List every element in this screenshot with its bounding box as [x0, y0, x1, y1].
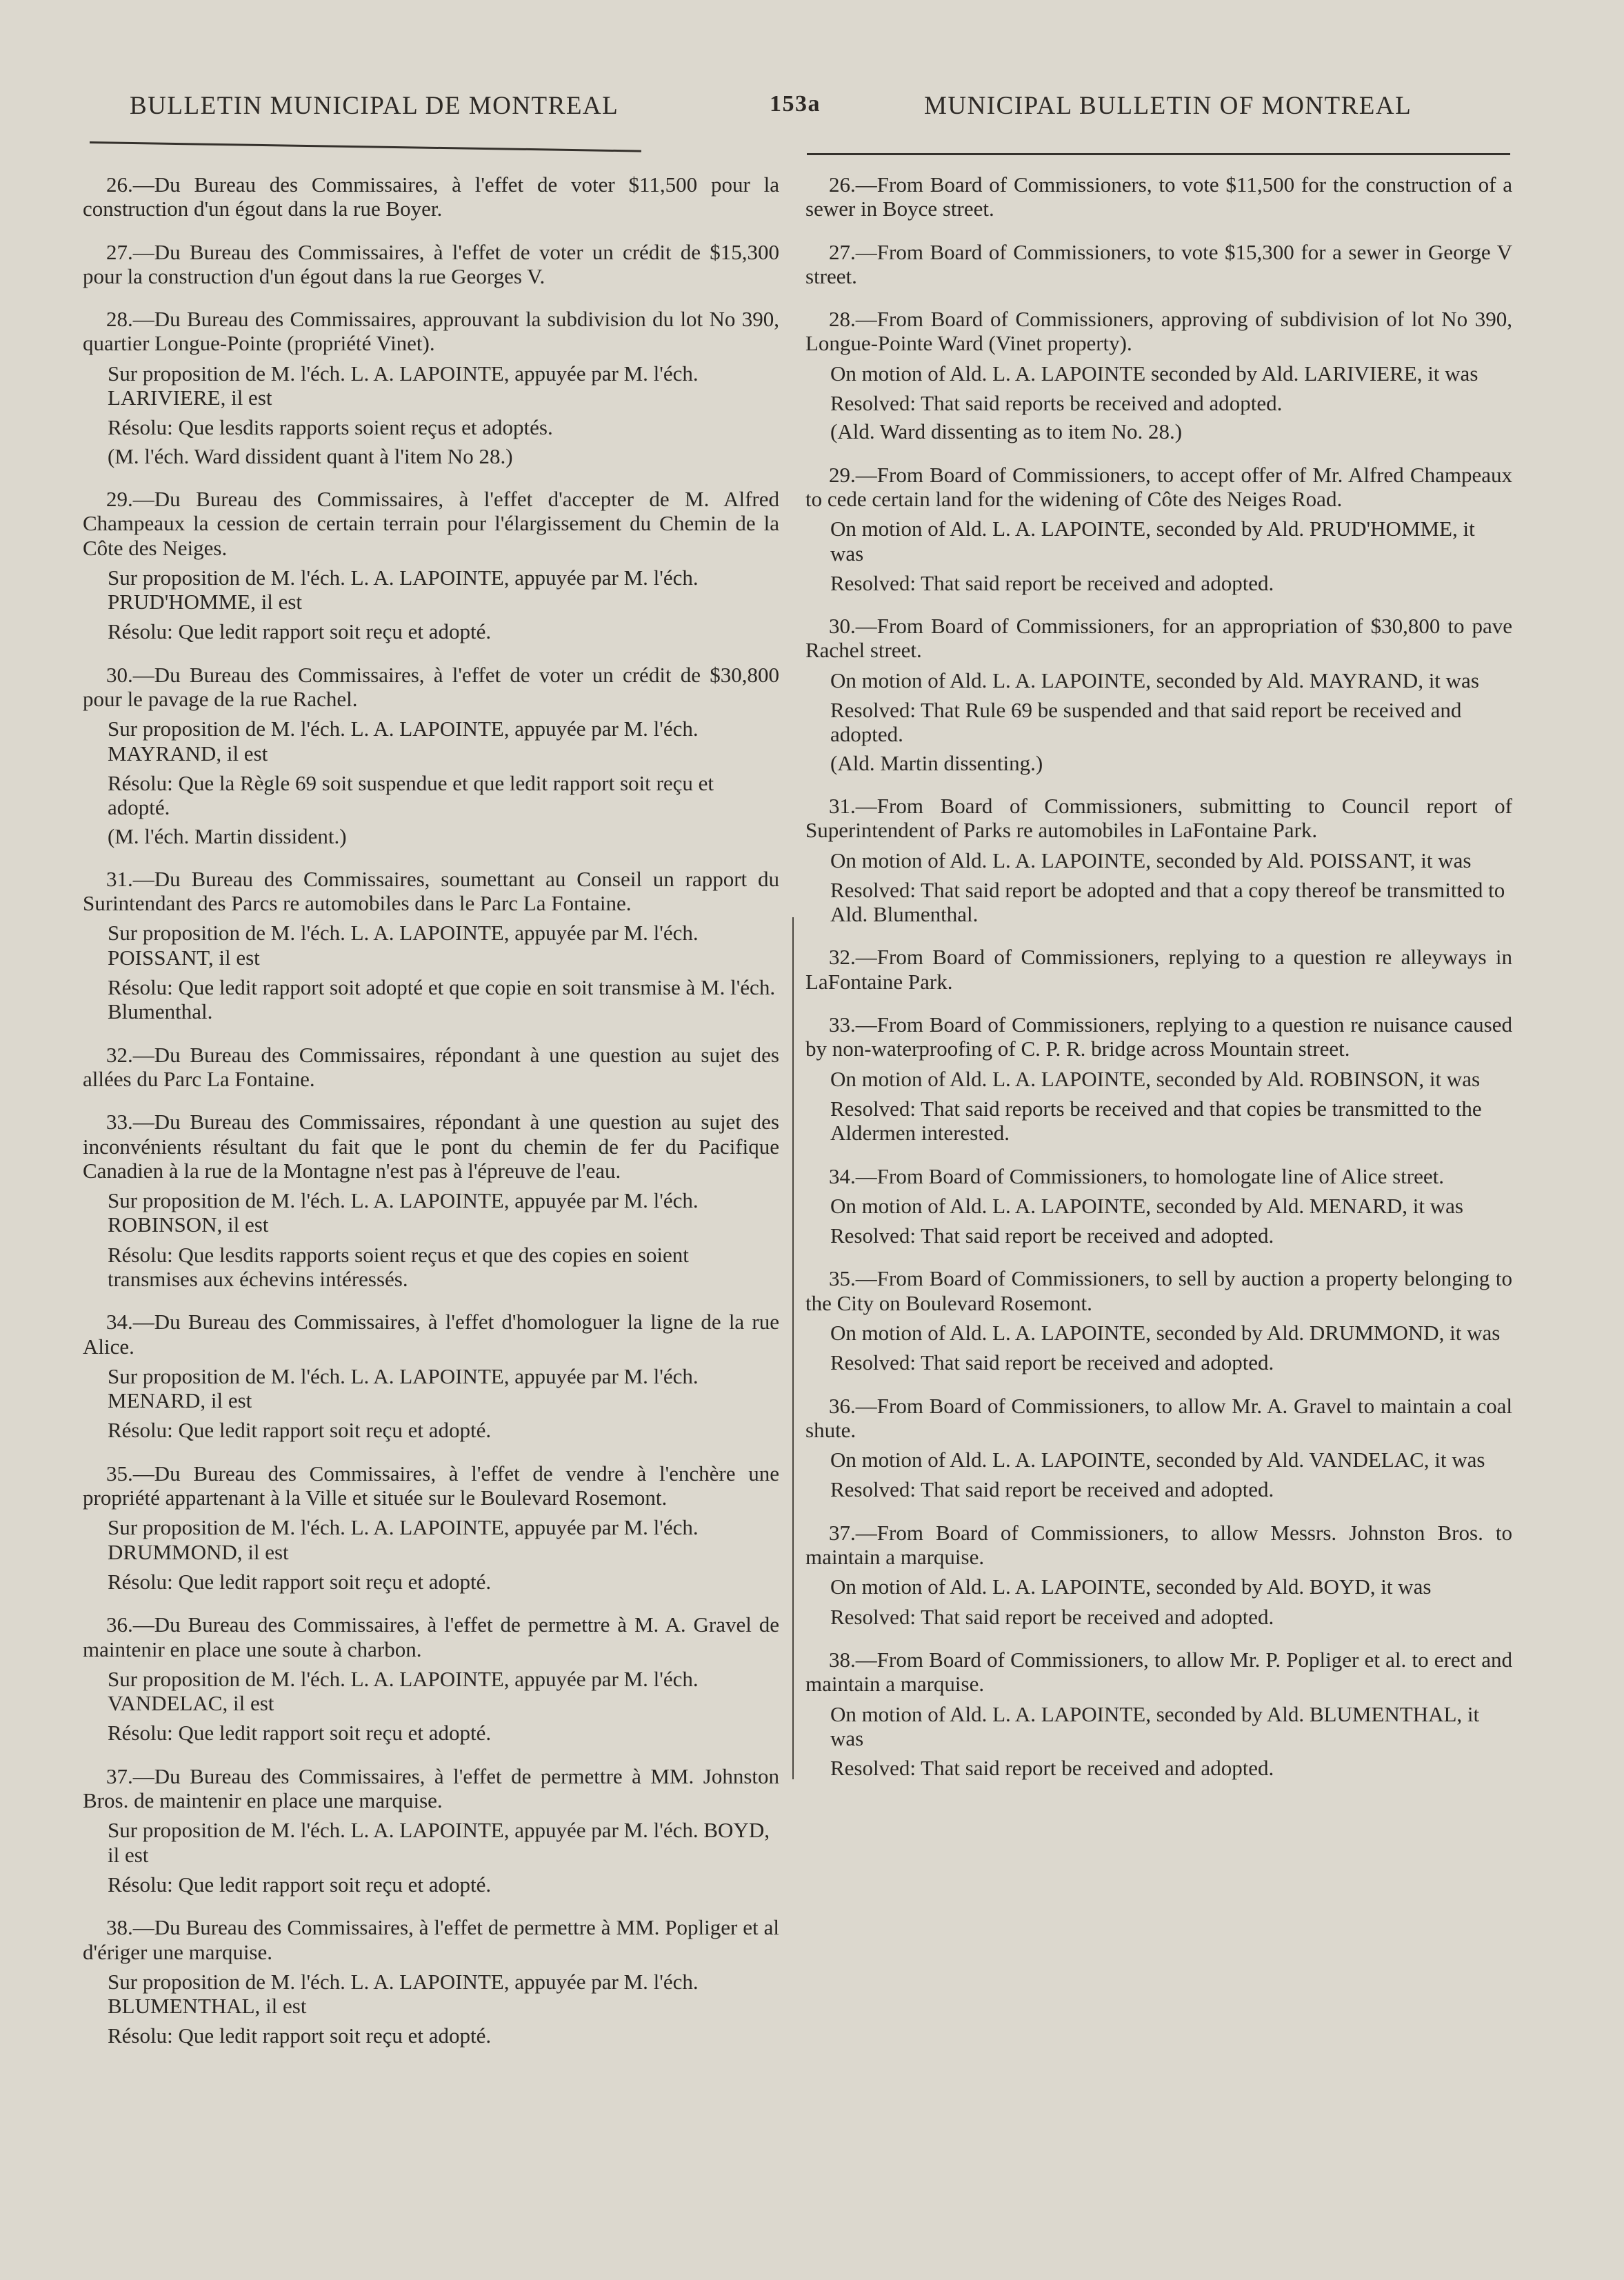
item-text: 32.—Du Bureau des Commissaires, répondant à une question au sujet des allées du Parc La Fontaine.	[83, 1042, 779, 1091]
item-text: 27.—From Board of Commissioners, to vote $15,300 for a sewer in George V street.	[805, 239, 1512, 288]
motion-text: Sur proposition de M. l'éch. L. A. LAPOINTE, appuyée par M. l'éch. MENARD, il est	[108, 1363, 699, 1413]
item-text: 36.—Du Bureau des Commissaires, à l'effet de permettre à M. A. Gravel de maintenir en place une soute à charbon.	[83, 1612, 779, 1661]
resolution-text: Résolu: Que ledit rapport soit reçu et adopté.	[108, 1418, 492, 1443]
motion-text: Sur proposition de M. l'éch. L. A. LAPOINTE, appuyée par M. l'éch. ROBINSON, il est	[108, 1188, 699, 1237]
resolution-text: Resolved: That said report be received and adopted.	[830, 1604, 1274, 1629]
motion-text: On motion of Ald. L. A. LAPOINTE, seconded by Ald. BOYD, it was	[830, 1574, 1432, 1599]
item-text: 34.—From Board of Commissioners, to homologate line of Alice street.	[829, 1163, 1444, 1188]
header-rule-right	[807, 153, 1510, 155]
item-text: 36.—From Board of Commissioners, to allow Mr. A. Gravel to maintain a coal shute.	[805, 1393, 1512, 1442]
item-text: 37.—Du Bureau des Commissaires, à l'effet de permettre à MM. Johnston Bros. de maintenir en place une marquise.	[83, 1763, 779, 1813]
page-number: 153a	[770, 91, 821, 117]
motion-text: Sur proposition de M. l'éch. L. A. LAPOINTE, appuyée par M. l'éch. MAYRAND, il est	[108, 717, 699, 766]
motion-text: On motion of Ald. L. A. LAPOINTE, seconded by Ald. PRUD'HOMME, it was	[830, 517, 1475, 566]
header-title-english: MUNICIPAL BULLETIN OF MONTREAL	[924, 92, 1412, 120]
dissent-note: (M. l'éch. Martin dissident.)	[108, 823, 347, 848]
motion-text: On motion of Ald. L. A. LAPOINTE, seconded by Ald. POISSANT, it was	[830, 848, 1472, 872]
english-entry	[805, 614, 1512, 775]
motion-text: On motion of Ald. L. A. LAPOINTE, seconded by Ald. ROBINSON, it was	[830, 1066, 1481, 1091]
header-title-french: BULLETIN MUNICIPAL DE MONTREAL	[130, 92, 619, 120]
motion-text: Sur proposition de M. l'éch. L. A. LAPOINTE, appuyée par M. l'éch. BLUMENTHAL, il est	[108, 1969, 699, 2019]
resolution-text: Résolu: Que ledit rapport soit reçu et adopté.	[108, 2023, 492, 2048]
dissent-note: (M. l'éch. Ward dissident quant à l'item No 28.)	[108, 443, 513, 468]
english-entry	[805, 1394, 1512, 1502]
column-divider	[792, 917, 794, 1779]
item-text: 35.—Du Bureau des Commissaires, à l'effet de vendre à l'enchère une propriété appartenant à la Ville et située sur le Boulevard Rosemont.	[83, 1461, 779, 1510]
french-entry	[83, 867, 779, 1024]
item-text: 37.—From Board of Commissioners, to allow Messrs. Johnston Bros. to maintain a marquise.	[805, 1520, 1512, 1570]
motion-text: Sur proposition de M. l'éch. L. A. LAPOINTE, appuyée par M. l'éch. POISSANT, il est	[108, 921, 699, 970]
resolution-text: Resolved: That said reports be received and adopted.	[830, 391, 1283, 416]
header-rule-left	[90, 141, 641, 152]
item-text: 26.—Du Bureau des Commissaires, à l'effet de voter $11,500 pour la construction d'un égout dans la rue Boyer.	[83, 172, 779, 221]
resolution-text: Resolved: That said report be adopted and that a copy thereof be transmitted to Ald. Blumenthal.	[830, 877, 1505, 927]
english-entry	[805, 463, 1512, 595]
french-entry	[83, 1461, 779, 1594]
motion-text: On motion of Ald. L. A. LAPOINTE, seconded by Ald. MAYRAND, it was	[830, 668, 1479, 692]
dissent-note: (Ald. Martin dissenting.)	[830, 750, 1043, 775]
french-column	[83, 172, 779, 2067]
resolution-text: Resolved: That said report be received and adopted.	[830, 1756, 1274, 1781]
resolution-text: Résolu: Que ledit rapport soit reçu et adopté.	[108, 1569, 492, 1594]
french-entry	[83, 240, 779, 289]
item-text: 33.—Du Bureau des Commissaires, répondant à une question au sujet des inconvénients résultant du fait que le pont du chemin de fer du Pacifique Canadien à la rue de la Montagne n'est pas à l'épreuve de l'eau.	[83, 1110, 779, 1183]
french-entry	[83, 1110, 779, 1291]
motion-text: On motion of Ald. L. A. LAPOINTE, seconded by Ald. MENARD, it was	[830, 1193, 1463, 1218]
item-text: 35.—From Board of Commissioners, to sell by auction a property belonging to the City on Boulevard Rosemont.	[805, 1266, 1512, 1315]
english-entry	[805, 1648, 1512, 1780]
item-text: 31.—Du Bureau des Commissaires, soumettant au Conseil un rapport du Surintendant des Parcs re automobiles dans le Parc La Fontaine.	[83, 866, 779, 916]
item-text: 28.—Du Bureau des Commissaires, approuvant la subdivision du lot No 390, quartier Longue-Pointe (propriété Vinet).	[83, 307, 779, 356]
motion-text: On motion of Ald. L. A. LAPOINTE seconded by Ald. LARIVIERE, it was	[830, 361, 1478, 386]
item-text: 38.—From Board of Commissioners, to allow Mr. P. Popliger et al. to erect and maintain a marquise.	[805, 1647, 1512, 1697]
item-text: 30.—Du Bureau des Commissaires, à l'effet de voter un crédit de $30,800 pour le pavage de la rue Rachel.	[83, 662, 779, 712]
english-column	[805, 172, 1512, 1799]
item-text: 29.—Du Bureau des Commissaires, à l'effet d'accepter de M. Alfred Champeaux la cession de certain terrain pour l'élargissement du Chemin de la Côte des Neiges.	[83, 486, 779, 560]
resolution-text: Resolved: That said report be received and adopted.	[830, 1477, 1274, 1502]
resolution-text: Résolu: Que ledit rapport soit adopté et que copie en soit transmise à M. l'éch. Blumenthal.	[108, 975, 776, 1024]
resolution-text: Résolu: Que ledit rapport soit reçu et adopté.	[108, 619, 492, 644]
item-text: 32.—From Board of Commissioners, replying to a question re alleyways in LaFontaine Park.	[805, 945, 1512, 994]
english-entry	[805, 172, 1512, 221]
french-entry	[83, 487, 779, 644]
item-text: 26.—From Board of Commissioners, to vote $11,500 for the construction of a sewer in Boyce street.	[805, 172, 1512, 221]
french-entry	[83, 307, 779, 468]
item-text: 29.—From Board of Commissioners, to accept offer of Mr. Alfred Champeaux to cede certain land for the widening of Côte des Neiges Road.	[805, 462, 1512, 511]
resolution-text: Resolved: That said reports be received and that copies be transmitted to the Aldermen interested.	[830, 1096, 1482, 1146]
english-entry	[805, 240, 1512, 289]
dissent-note: (Ald. Ward dissenting as to item No. 28.)	[830, 419, 1183, 444]
motion-text: On motion of Ald. L. A. LAPOINTE, seconded by Ald. BLUMENTHAL, it was	[830, 1701, 1480, 1750]
resolution-text: Résolu: Que lesdits rapports soient reçus et adoptés.	[108, 415, 553, 440]
item-text: 27.—Du Bureau des Commissaires, à l'effet de voter un crédit de $15,300 pour la construction d'un égout dans la rue Georges V.	[83, 239, 779, 288]
item-text: 31.—From Board of Commissioners, submitting to Council report of Superintendent of Parks re automobiles in LaFontaine Park.	[805, 793, 1512, 843]
french-entry	[83, 663, 779, 848]
french-entry	[83, 172, 779, 221]
item-text: 33.—From Board of Commissioners, replying to a question re nuisance caused by non-waterproofing of C. P. R. bridge across Mountain street.	[805, 1012, 1512, 1061]
resolution-text: Résolu: Que ledit rapport soit reçu et adopté.	[108, 1872, 492, 1897]
motion-text: Sur proposition de M. l'éch. L. A. LAPOINTE, appuyée par M. l'éch. VANDELAC, il est	[108, 1666, 699, 1716]
motion-text: Sur proposition de M. l'éch. L. A. LAPOINTE, appuyée par M. l'éch. BOYD, il est	[108, 1818, 770, 1867]
english-entry	[805, 1266, 1512, 1374]
motion-text: Sur proposition de M. l'éch. L. A. LAPOINTE, appuyée par M. l'éch. LARIVIERE, il est	[108, 361, 699, 410]
resolution-text: Résolu: Que lesdits rapports soient reçus et que des copies en soient transmises aux échevins intéressés.	[108, 1242, 689, 1291]
english-entry	[805, 794, 1512, 926]
french-entry	[83, 1310, 779, 1442]
resolution-text: Resolved: That said report be received and adopted.	[830, 570, 1274, 595]
item-text: 34.—Du Bureau des Commissaires, à l'effet d'homologuer la ligne de la rue Alice.	[83, 1310, 779, 1359]
resolution-text: Résolu: Que ledit rapport soit reçu et adopté.	[108, 1721, 492, 1746]
resolution-text: Resolved: That said report be received and adopted.	[830, 1223, 1274, 1248]
motion-text: On motion of Ald. L. A. LAPOINTE, seconded by Ald. DRUMMOND, it was	[830, 1320, 1501, 1345]
item-text: 38.—Du Bureau des Commissaires, à l'effet de permettre à MM. Popliger et al d'ériger une marquise.	[83, 1915, 779, 1964]
english-entry	[805, 1521, 1512, 1629]
motion-text: Sur proposition de M. l'éch. L. A. LAPOINTE, appuyée par M. l'éch. DRUMMOND, il est	[108, 1515, 699, 1564]
english-entry	[805, 1164, 1512, 1248]
english-entry	[805, 945, 1512, 994]
french-entry	[83, 1915, 779, 2048]
french-entry	[83, 1043, 779, 1092]
english-entry	[805, 307, 1512, 443]
resolution-text: Resolved: That said report be received and adopted.	[830, 1350, 1274, 1375]
resolution-text: Resolved: That Rule 69 be suspended and that said report be received and adopted.	[830, 698, 1462, 747]
item-text: 30.—From Board of Commissioners, for an appropriation of $30,800 to pave Rachel street.	[805, 614, 1512, 663]
motion-text: On motion of Ald. L. A. LAPOINTE, seconded by Ald. VANDELAC, it was	[830, 1448, 1485, 1472]
french-entry	[83, 1612, 779, 1745]
item-text: 28.—From Board of Commissioners, approving of subdivision of lot No 390, Longue-Pointe Ward (Vinet property).	[805, 307, 1512, 356]
french-entry	[83, 1764, 779, 1897]
motion-text: Sur proposition de M. l'éch. L. A. LAPOINTE, appuyée par M. l'éch. PRUD'HOMME, il est	[108, 565, 699, 614]
resolution-text: Résolu: Que la Règle 69 soit suspendue et que ledit rapport soit reçu et adopté.	[108, 770, 714, 820]
english-entry	[805, 1012, 1512, 1145]
